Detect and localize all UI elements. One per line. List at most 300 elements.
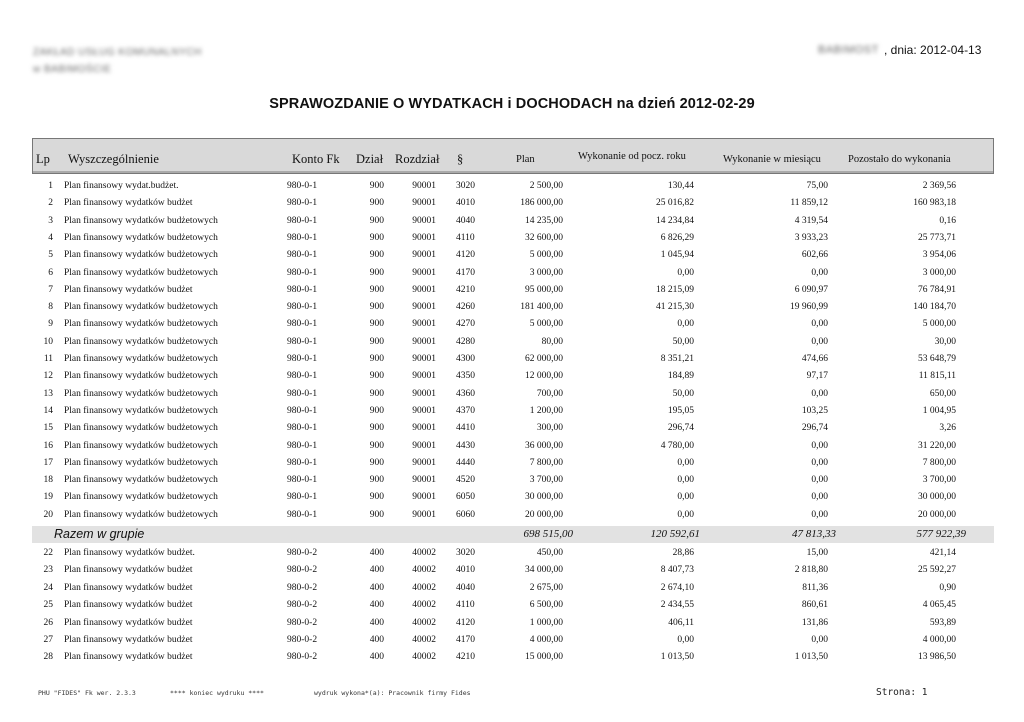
cell-dzial: 400 — [369, 582, 384, 593]
cell-plan: 95 000,00 — [525, 284, 563, 295]
cell-plan: 7 800,00 — [529, 457, 563, 468]
cell-konto: 980-0-1 — [287, 198, 318, 209]
cell-dzial: 900 — [369, 250, 384, 261]
cell-dzial: 900 — [369, 354, 384, 364]
cell-dzial: 900 — [369, 475, 384, 486]
cell-lp: 16 — [43, 440, 53, 451]
cell-par: 3020 — [456, 181, 475, 191]
table-row — [0, 475, 1024, 492]
cell-mies: 296,74 — [801, 423, 828, 434]
cell-poz: 4 000,00 — [922, 635, 956, 645]
cell-dzial: 400 — [369, 565, 384, 576]
cell-dzial: 900 — [369, 181, 384, 191]
cell-plan: 186 000,00 — [520, 198, 563, 209]
page-number: Strona: 1 — [876, 687, 928, 698]
cell-desc: Plan finansowy wydatków budżetowych — [64, 232, 218, 243]
cell-poz: 140 184,70 — [913, 302, 956, 313]
cell-konto: 980-0-2 — [287, 565, 318, 576]
cell-par: 4040 — [456, 215, 475, 226]
cell-rozdz: 90001 — [412, 440, 436, 451]
cell-poz: 3 954,06 — [922, 250, 956, 261]
cell-wyk: 0,00 — [677, 319, 694, 330]
cell-plan: 62 000,00 — [525, 354, 563, 364]
cell-par: 3020 — [456, 548, 475, 558]
table-row — [0, 389, 1024, 406]
cell-lp: 12 — [43, 371, 53, 382]
cell-rozdz: 90001 — [412, 509, 436, 520]
cell-konto: 980-0-1 — [287, 405, 318, 416]
cell-dzial: 900 — [369, 284, 384, 295]
cell-wyk: 0,00 — [677, 492, 694, 503]
table-row — [0, 600, 1024, 617]
cell-dzial: 900 — [369, 457, 384, 468]
cell-lp: 26 — [43, 617, 53, 628]
cell-lp: 23 — [43, 565, 53, 576]
cell-mies: 15,00 — [806, 548, 828, 558]
table-row — [0, 198, 1024, 215]
footer-printed-by: wydruk wykona*(a): Pracownik firmy Fides — [314, 689, 471, 697]
cell-rozdz: 90001 — [412, 284, 436, 295]
cell-mies: 4 319,54 — [794, 215, 828, 226]
table-row — [0, 250, 1024, 267]
cell-lp: 25 — [43, 600, 53, 611]
cell-rozdz: 40002 — [412, 548, 436, 558]
cell-konto: 980-0-1 — [287, 492, 318, 503]
cell-mies: 0,00 — [811, 509, 828, 520]
cell-desc: Plan finansowy wydatków budżetowych — [64, 215, 218, 226]
col-header-desc: Wyszczególnienie — [68, 152, 159, 166]
cell-par: 4260 — [456, 302, 475, 313]
cell-desc: Plan finansowy wydatków budżetowych — [64, 336, 218, 347]
cell-desc: Plan finansowy wydatków budżet. — [64, 548, 195, 558]
cell-wyk: 8 351,21 — [660, 354, 694, 364]
cell-poz: 0,90 — [939, 582, 956, 593]
report-date: , dnia: 2012-04-13 — [884, 43, 982, 57]
cell-lp: 1 — [48, 181, 53, 191]
cell-wyk: 0,00 — [677, 457, 694, 468]
cell-poz: 3 000,00 — [922, 267, 956, 278]
table-row — [0, 492, 1024, 509]
cell-wyk: 0,00 — [677, 509, 694, 520]
cell-desc: Plan finansowy wydatków budżet — [64, 565, 193, 576]
cell-rozdz: 90001 — [412, 215, 436, 226]
cell-poz: 25 773,71 — [918, 232, 956, 243]
cell-par: 4210 — [456, 284, 475, 295]
cell-konto: 980-0-1 — [287, 250, 318, 261]
cell-poz: 20 000,00 — [918, 509, 956, 520]
cell-konto: 980-0-2 — [287, 635, 318, 645]
cell-mies: 602,66 — [801, 250, 828, 261]
cell-rozdz: 40002 — [412, 652, 436, 663]
cell-desc: Plan finansowy wydatków budżet — [64, 582, 193, 593]
cell-par: 4010 — [456, 565, 475, 576]
table-row — [0, 268, 1024, 285]
cell-mies: 811,36 — [802, 582, 828, 593]
group-total-wykonanie: 120 592,61 — [650, 528, 700, 540]
cell-rozdz: 40002 — [412, 582, 436, 593]
cell-rozdz: 90001 — [412, 405, 436, 416]
table-row — [0, 618, 1024, 635]
cell-poz: 421,14 — [929, 548, 956, 558]
table-row — [0, 583, 1024, 600]
col-header-dzial: Dział — [356, 152, 384, 166]
cell-desc: Plan finansowy wydatków budżet — [64, 600, 193, 611]
cell-par: 4270 — [456, 319, 475, 330]
cell-par: 4110 — [456, 232, 475, 243]
cell-mies: 474,66 — [801, 354, 828, 364]
table-row — [0, 302, 1024, 319]
cell-konto: 980-0-1 — [287, 354, 318, 364]
cell-poz: 30,00 — [934, 336, 956, 347]
cell-par: 4120 — [456, 250, 475, 261]
cell-rozdz: 90001 — [412, 388, 436, 399]
cell-mies: 75,00 — [806, 181, 828, 191]
table-row — [0, 406, 1024, 423]
cell-lp: 24 — [43, 582, 53, 593]
cell-wyk: 41 215,30 — [656, 302, 694, 313]
cell-rozdz: 90001 — [412, 181, 436, 191]
cell-plan: 36 000,00 — [525, 440, 563, 451]
cell-wyk: 195,05 — [667, 405, 694, 416]
cell-rozdz: 40002 — [412, 617, 436, 628]
cell-plan: 3 700,00 — [529, 475, 563, 486]
cell-wyk: 1 045,94 — [660, 250, 694, 261]
cell-mies: 0,00 — [811, 319, 828, 330]
cell-par: 4170 — [456, 267, 475, 278]
cell-wyk: 2 674,10 — [660, 582, 694, 593]
cell-mies: 0,00 — [811, 635, 828, 645]
cell-rozdz: 90001 — [412, 423, 436, 434]
cell-poz: 3 700,00 — [922, 475, 956, 486]
table-row — [0, 510, 1024, 527]
cell-konto: 980-0-2 — [287, 582, 318, 593]
cell-lp: 6 — [48, 267, 53, 278]
cell-poz: 3,26 — [939, 423, 956, 434]
cell-plan: 5 000,00 — [529, 250, 563, 261]
cell-mies: 97,17 — [806, 371, 828, 382]
cell-poz: 0,16 — [939, 215, 956, 226]
cell-desc: Plan finansowy wydatków budżetowych — [64, 405, 218, 416]
cell-plan: 5 000,00 — [529, 319, 563, 330]
cell-plan: 15 000,00 — [525, 652, 563, 663]
cell-mies: 860,61 — [801, 600, 828, 611]
cell-rozdz: 90001 — [412, 354, 436, 364]
cell-plan: 30 000,00 — [525, 492, 563, 503]
cell-konto: 980-0-1 — [287, 284, 318, 295]
cell-konto: 980-0-1 — [287, 457, 318, 468]
cell-mies: 19 960,99 — [790, 302, 828, 313]
cell-poz: 4 065,45 — [922, 600, 956, 611]
cell-wyk: 0,00 — [677, 267, 694, 278]
group-total-miesiac: 47 813,33 — [792, 528, 836, 540]
cell-plan: 34 000,00 — [525, 565, 563, 576]
group-total-label: Razem w grupie — [54, 527, 145, 541]
table-row — [0, 458, 1024, 475]
cell-par: 6050 — [456, 492, 475, 503]
table-row — [0, 548, 1024, 565]
table-row — [0, 285, 1024, 302]
cell-par: 4350 — [456, 371, 475, 382]
cell-lp: 28 — [43, 652, 53, 663]
cell-desc: Plan finansowy wydatków budżetowych — [64, 388, 218, 399]
table-row — [0, 354, 1024, 371]
cell-dzial: 900 — [369, 492, 384, 503]
cell-rozdz: 40002 — [412, 600, 436, 611]
org-name-line2: w BABIMOŚCIE — [33, 64, 112, 75]
cell-plan: 32 600,00 — [525, 232, 563, 243]
cell-par: 4040 — [456, 582, 475, 593]
cell-desc: Plan finansowy wydatków budżetowych — [64, 250, 218, 261]
cell-poz: 2 369,56 — [922, 181, 956, 191]
cell-desc: Plan finansowy wydatków budżet — [64, 617, 193, 628]
cell-lp: 3 — [48, 215, 53, 226]
cell-mies: 3 933,23 — [794, 232, 828, 243]
cell-konto: 980-0-1 — [287, 302, 318, 313]
cell-wyk: 0,00 — [677, 475, 694, 486]
cell-desc: Plan finansowy wydatków budżetowych — [64, 302, 218, 313]
cell-poz: 650,00 — [929, 388, 956, 399]
cell-dzial: 900 — [369, 215, 384, 226]
cell-par: 4120 — [456, 617, 475, 628]
cell-lp: 5 — [48, 250, 53, 261]
cell-plan: 450,00 — [536, 548, 563, 558]
cell-dzial: 400 — [369, 652, 384, 663]
cell-desc: Plan finansowy wydatków budżetowych — [64, 423, 218, 434]
cell-konto: 980-0-1 — [287, 371, 318, 382]
cell-wyk: 0,00 — [677, 635, 694, 645]
cell-par: 4410 — [456, 423, 475, 434]
cell-dzial: 900 — [369, 405, 384, 416]
footer-end-marker: **** koniec wydruku **** — [170, 689, 264, 697]
cell-poz: 5 000,00 — [922, 319, 956, 330]
cell-desc: Plan finansowy wydatków budżetowych — [64, 319, 218, 330]
cell-lp: 17 — [43, 457, 53, 468]
cell-par: 4170 — [456, 635, 475, 645]
cell-lp: 18 — [43, 475, 53, 486]
cell-rozdz: 90001 — [412, 475, 436, 486]
cell-mies: 0,00 — [811, 336, 828, 347]
cell-konto: 980-0-1 — [287, 388, 318, 399]
cell-wyk: 50,00 — [672, 388, 694, 399]
col-header-miesiac: Wykonanie w miesiącu — [723, 154, 821, 165]
col-header-rozdzial: Rozdział — [395, 152, 440, 166]
cell-plan: 700,00 — [536, 388, 563, 399]
cell-mies: 131,86 — [801, 617, 828, 628]
cell-desc: Plan finansowy wydatków budżetowych — [64, 509, 218, 520]
cell-wyk: 8 407,73 — [660, 565, 694, 576]
cell-konto: 980-0-2 — [287, 652, 318, 663]
cell-wyk: 4 780,00 — [660, 440, 694, 451]
cell-konto: 980-0-1 — [287, 319, 318, 330]
cell-dzial: 900 — [369, 267, 384, 278]
cell-rozdz: 90001 — [412, 302, 436, 313]
cell-plan: 20 000,00 — [525, 509, 563, 520]
cell-dzial: 900 — [369, 509, 384, 520]
cell-wyk: 2 434,55 — [660, 600, 694, 611]
cell-poz: 31 220,00 — [918, 440, 956, 451]
cell-lp: 8 — [48, 302, 53, 313]
table-row — [0, 652, 1024, 669]
cell-rozdz: 40002 — [412, 565, 436, 576]
cell-dzial: 900 — [369, 388, 384, 399]
cell-lp: 2 — [48, 198, 53, 209]
cell-par: 4440 — [456, 457, 475, 468]
cell-mies: 0,00 — [811, 267, 828, 278]
cell-par: 4430 — [456, 440, 475, 451]
table-row — [0, 423, 1024, 440]
cell-rozdz: 90001 — [412, 336, 436, 347]
cell-plan: 3 000,00 — [529, 267, 563, 278]
table-row — [0, 565, 1024, 582]
cell-par: 4520 — [456, 475, 475, 486]
cell-rozdz: 90001 — [412, 250, 436, 261]
cell-wyk: 50,00 — [672, 336, 694, 347]
cell-dzial: 400 — [369, 548, 384, 558]
cell-dzial: 400 — [369, 617, 384, 628]
cell-plan: 14 235,00 — [525, 215, 563, 226]
cell-rozdz: 90001 — [412, 457, 436, 468]
col-header-paragraph: § — [457, 152, 464, 166]
cell-konto: 980-0-1 — [287, 267, 318, 278]
cell-poz: 13 986,50 — [918, 652, 956, 663]
cell-rozdz: 90001 — [412, 319, 436, 330]
cell-par: 4010 — [456, 198, 475, 209]
cell-wyk: 130,44 — [667, 181, 694, 191]
cell-konto: 980-0-1 — [287, 423, 318, 434]
cell-rozdz: 40002 — [412, 635, 436, 645]
cell-par: 4370 — [456, 405, 475, 416]
cell-wyk: 6 826,29 — [660, 232, 694, 243]
cell-lp: 13 — [43, 388, 53, 399]
cell-par: 4280 — [456, 336, 475, 347]
cell-dzial: 400 — [369, 600, 384, 611]
table-row — [0, 337, 1024, 354]
cell-plan: 80,00 — [541, 336, 563, 347]
cell-plan: 12 000,00 — [525, 371, 563, 382]
cell-poz: 160 983,18 — [913, 198, 956, 209]
cell-lp: 22 — [43, 548, 53, 558]
cell-konto: 980-0-1 — [287, 181, 318, 191]
cell-wyk: 28,86 — [672, 548, 694, 558]
cell-konto: 980-0-1 — [287, 509, 318, 520]
cell-poz: 30 000,00 — [918, 492, 956, 503]
cell-konto: 980-0-1 — [287, 336, 318, 347]
cell-mies: 0,00 — [811, 440, 828, 451]
table-row — [0, 441, 1024, 458]
group-total-pozostalo: 577 922,39 — [916, 528, 966, 540]
cell-desc: Plan finansowy wydatków budżet — [64, 652, 193, 663]
cell-lp: 15 — [43, 423, 53, 434]
cell-poz: 11 815,11 — [918, 371, 956, 382]
cell-rozdz: 90001 — [412, 267, 436, 278]
cell-poz: 25 592,27 — [918, 565, 956, 576]
cell-par: 4110 — [456, 600, 475, 611]
cell-dzial: 900 — [369, 198, 384, 209]
col-header-konto: Konto Fk — [292, 152, 340, 166]
cell-poz: 76 784,91 — [918, 284, 956, 295]
cell-plan: 1 200,00 — [529, 405, 563, 416]
cell-wyk: 14 234,84 — [656, 215, 694, 226]
col-header-lp: Lp — [36, 152, 50, 166]
cell-dzial: 900 — [369, 440, 384, 451]
cell-par: 4360 — [456, 388, 475, 399]
cell-mies: 0,00 — [811, 475, 828, 486]
cell-lp: 9 — [48, 319, 53, 330]
cell-desc: Plan finansowy wydatków budżet — [64, 198, 193, 209]
cell-wyk: 25 016,82 — [656, 198, 694, 209]
org-name-line1: ZAKŁAD USŁUG KOMUNALNYCH — [33, 47, 202, 58]
cell-plan: 4 000,00 — [529, 635, 563, 645]
table-row — [0, 181, 1024, 198]
cell-konto: 980-0-1 — [287, 475, 318, 486]
cell-par: 6060 — [456, 509, 475, 520]
cell-mies: 103,25 — [801, 405, 828, 416]
cell-dzial: 900 — [369, 371, 384, 382]
cell-konto: 980-0-1 — [287, 440, 318, 451]
cell-desc: Plan finansowy wydatków budżetowych — [64, 457, 218, 468]
cell-rozdz: 90001 — [412, 232, 436, 243]
cell-plan: 181 400,00 — [520, 302, 563, 313]
cell-wyk: 1 013,50 — [660, 652, 694, 663]
cell-desc: Plan finansowy wydatków budżetowych — [64, 440, 218, 451]
cell-lp: 14 — [43, 405, 53, 416]
cell-mies: 6 090,97 — [794, 284, 828, 295]
cell-lp: 7 — [48, 284, 53, 295]
cell-wyk: 18 215,09 — [656, 284, 694, 295]
cell-rozdz: 90001 — [412, 492, 436, 503]
cell-wyk: 184,89 — [667, 371, 694, 382]
cell-dzial: 900 — [369, 302, 384, 313]
table-row — [0, 233, 1024, 250]
cell-desc: Plan finansowy wydatków budżet — [64, 635, 193, 645]
cell-dzial: 400 — [369, 635, 384, 645]
cell-mies: 0,00 — [811, 457, 828, 468]
cell-plan: 6 500,00 — [529, 600, 563, 611]
place-name: BABIMOST — [818, 44, 879, 56]
cell-lp: 4 — [48, 232, 53, 243]
cell-desc: Plan finansowy wydatków budżetowych — [64, 371, 218, 382]
report-title: SPRAWOZDANIE O WYDATKACH i DOCHODACH na dzień 2012-02-29 — [269, 96, 755, 112]
cell-mies: 1 013,50 — [794, 652, 828, 663]
cell-plan: 2 675,00 — [529, 582, 563, 593]
col-header-plan: Plan — [516, 154, 535, 165]
cell-konto: 980-0-1 — [287, 232, 318, 243]
cell-poz: 1 004,95 — [922, 405, 956, 416]
cell-par: 4300 — [456, 354, 475, 364]
cell-mies: 0,00 — [811, 492, 828, 503]
cell-lp: 11 — [43, 354, 53, 364]
table-row — [0, 216, 1024, 233]
cell-wyk: 296,74 — [667, 423, 694, 434]
cell-plan: 2 500,00 — [529, 181, 563, 191]
cell-lp: 27 — [43, 635, 53, 645]
cell-rozdz: 90001 — [412, 371, 436, 382]
cell-desc: Plan finansowy wydatków budżet — [64, 284, 193, 295]
cell-poz: 7 800,00 — [922, 457, 956, 468]
cell-lp: 19 — [43, 492, 53, 503]
footer-version: PHU "FIDES" Fk wer. 2.3.3 — [38, 689, 136, 697]
group-total-plan: 698 515,00 — [523, 528, 573, 540]
cell-dzial: 900 — [369, 423, 384, 434]
col-header-wykonanie: Wykonanie od pocz. roku — [578, 151, 686, 162]
cell-konto: 980-0-2 — [287, 548, 318, 558]
col-header-pozostalo: Pozostało do wykonania — [848, 154, 951, 165]
cell-plan: 300,00 — [536, 423, 563, 434]
cell-konto: 980-0-1 — [287, 215, 318, 226]
cell-desc: Plan finansowy wydat.budżet. — [64, 181, 179, 191]
cell-rozdz: 90001 — [412, 198, 436, 209]
cell-desc: Plan finansowy wydatków budżetowych — [64, 267, 218, 278]
